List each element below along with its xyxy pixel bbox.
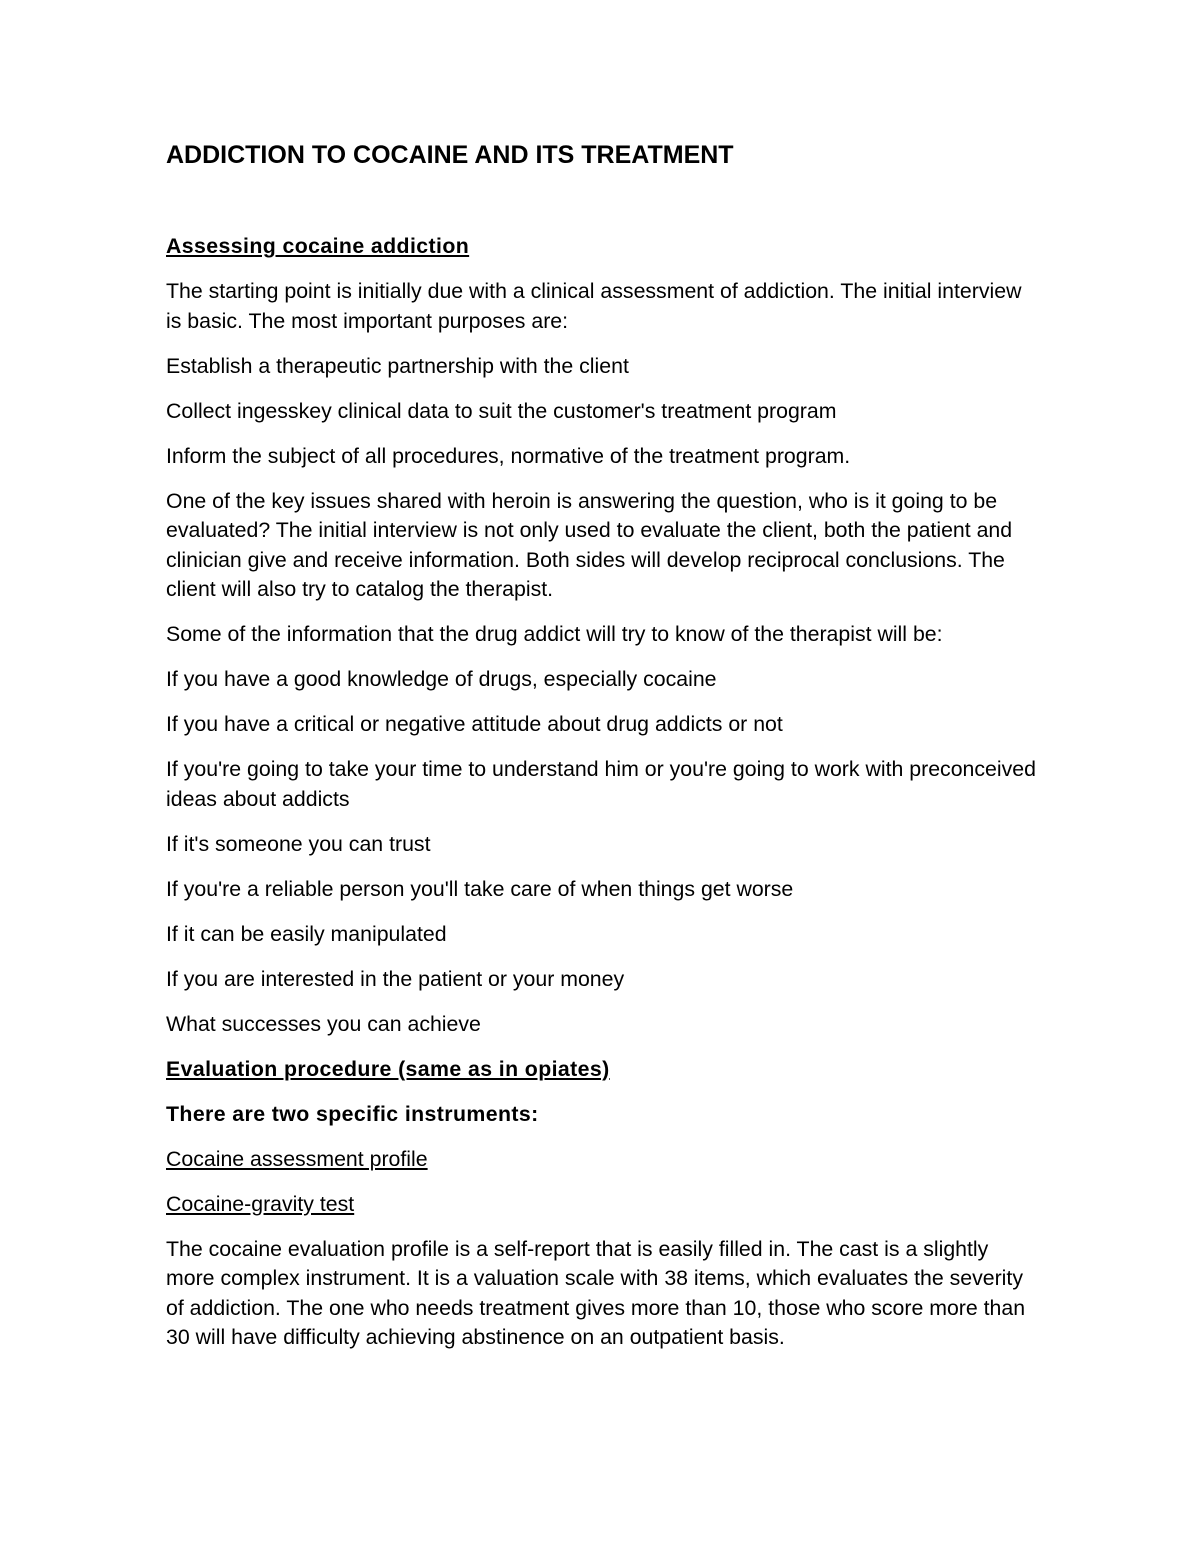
paragraph-intro: The starting point is initially due with a clinical assessment of addiction. The initial interview is basic. The most important purposes are: [166,279,1022,333]
paragraph-key-issues: One of the key issues shared with heroin is answering the question, who is it going to be evaluated? The initial interview is not only used to evaluate the client, both the patient and clinician give and receive information. Both sides will develop reciprocal conclusions. The client will also try to catalog the therapist. [166,488,1013,601]
document-title: ADDICTION TO COCAINE AND ITS TREATMENT [166,141,734,169]
info-item: If it can be easily manipulated [166,921,447,946]
purpose-item: Inform the subject of all procedures, normative of the treatment program. [166,443,851,468]
instruments-subheading: There are two specific instruments: [166,1101,539,1126]
instrument-item: Cocaine assessment profile [166,1146,428,1171]
paragraph-info-intro: Some of the information that the drug addict will try to know of the therapist will be: [166,622,943,646]
paragraph-description: The cocaine evaluation profile is a self-report that is easily filled in. The cast is a slightly more complex instrument. It is a valuation scale with 38 items, which evaluates the severity of addiction. The one who needs treatment gives more than 10, those who score more than 30 will have difficulty achieving abstinence on an outpatient basis. [166,1236,1026,1349]
purpose-item: Establish a therapeutic partnership with the client [166,353,629,378]
document-body [166,140,1036,1368]
section-heading-assessing: Assessing cocaine addiction [166,234,470,258]
info-item: If you are interested in the patient or your money [166,966,625,991]
info-item: If it's someone you can trust [166,831,431,856]
info-item: If you have a critical or negative attitude about drug addicts or not [166,712,783,736]
info-item: If you're a reliable person you'll take care of when things get worse [166,876,794,901]
info-item: If you have a good knowledge of drugs, especially cocaine [166,667,717,691]
purpose-item: Collect ingesskey clinical data to suit the customer's treatment program [166,398,837,423]
info-item: If you're going to take your time to understand him or you're going to work with preconceived ideas about addicts [166,757,1036,811]
info-item: What successes you can achieve [166,1011,481,1036]
section-heading-evaluation: Evaluation procedure (same as in opiates) [166,1056,610,1081]
instrument-item: Cocaine-gravity test [166,1191,355,1216]
